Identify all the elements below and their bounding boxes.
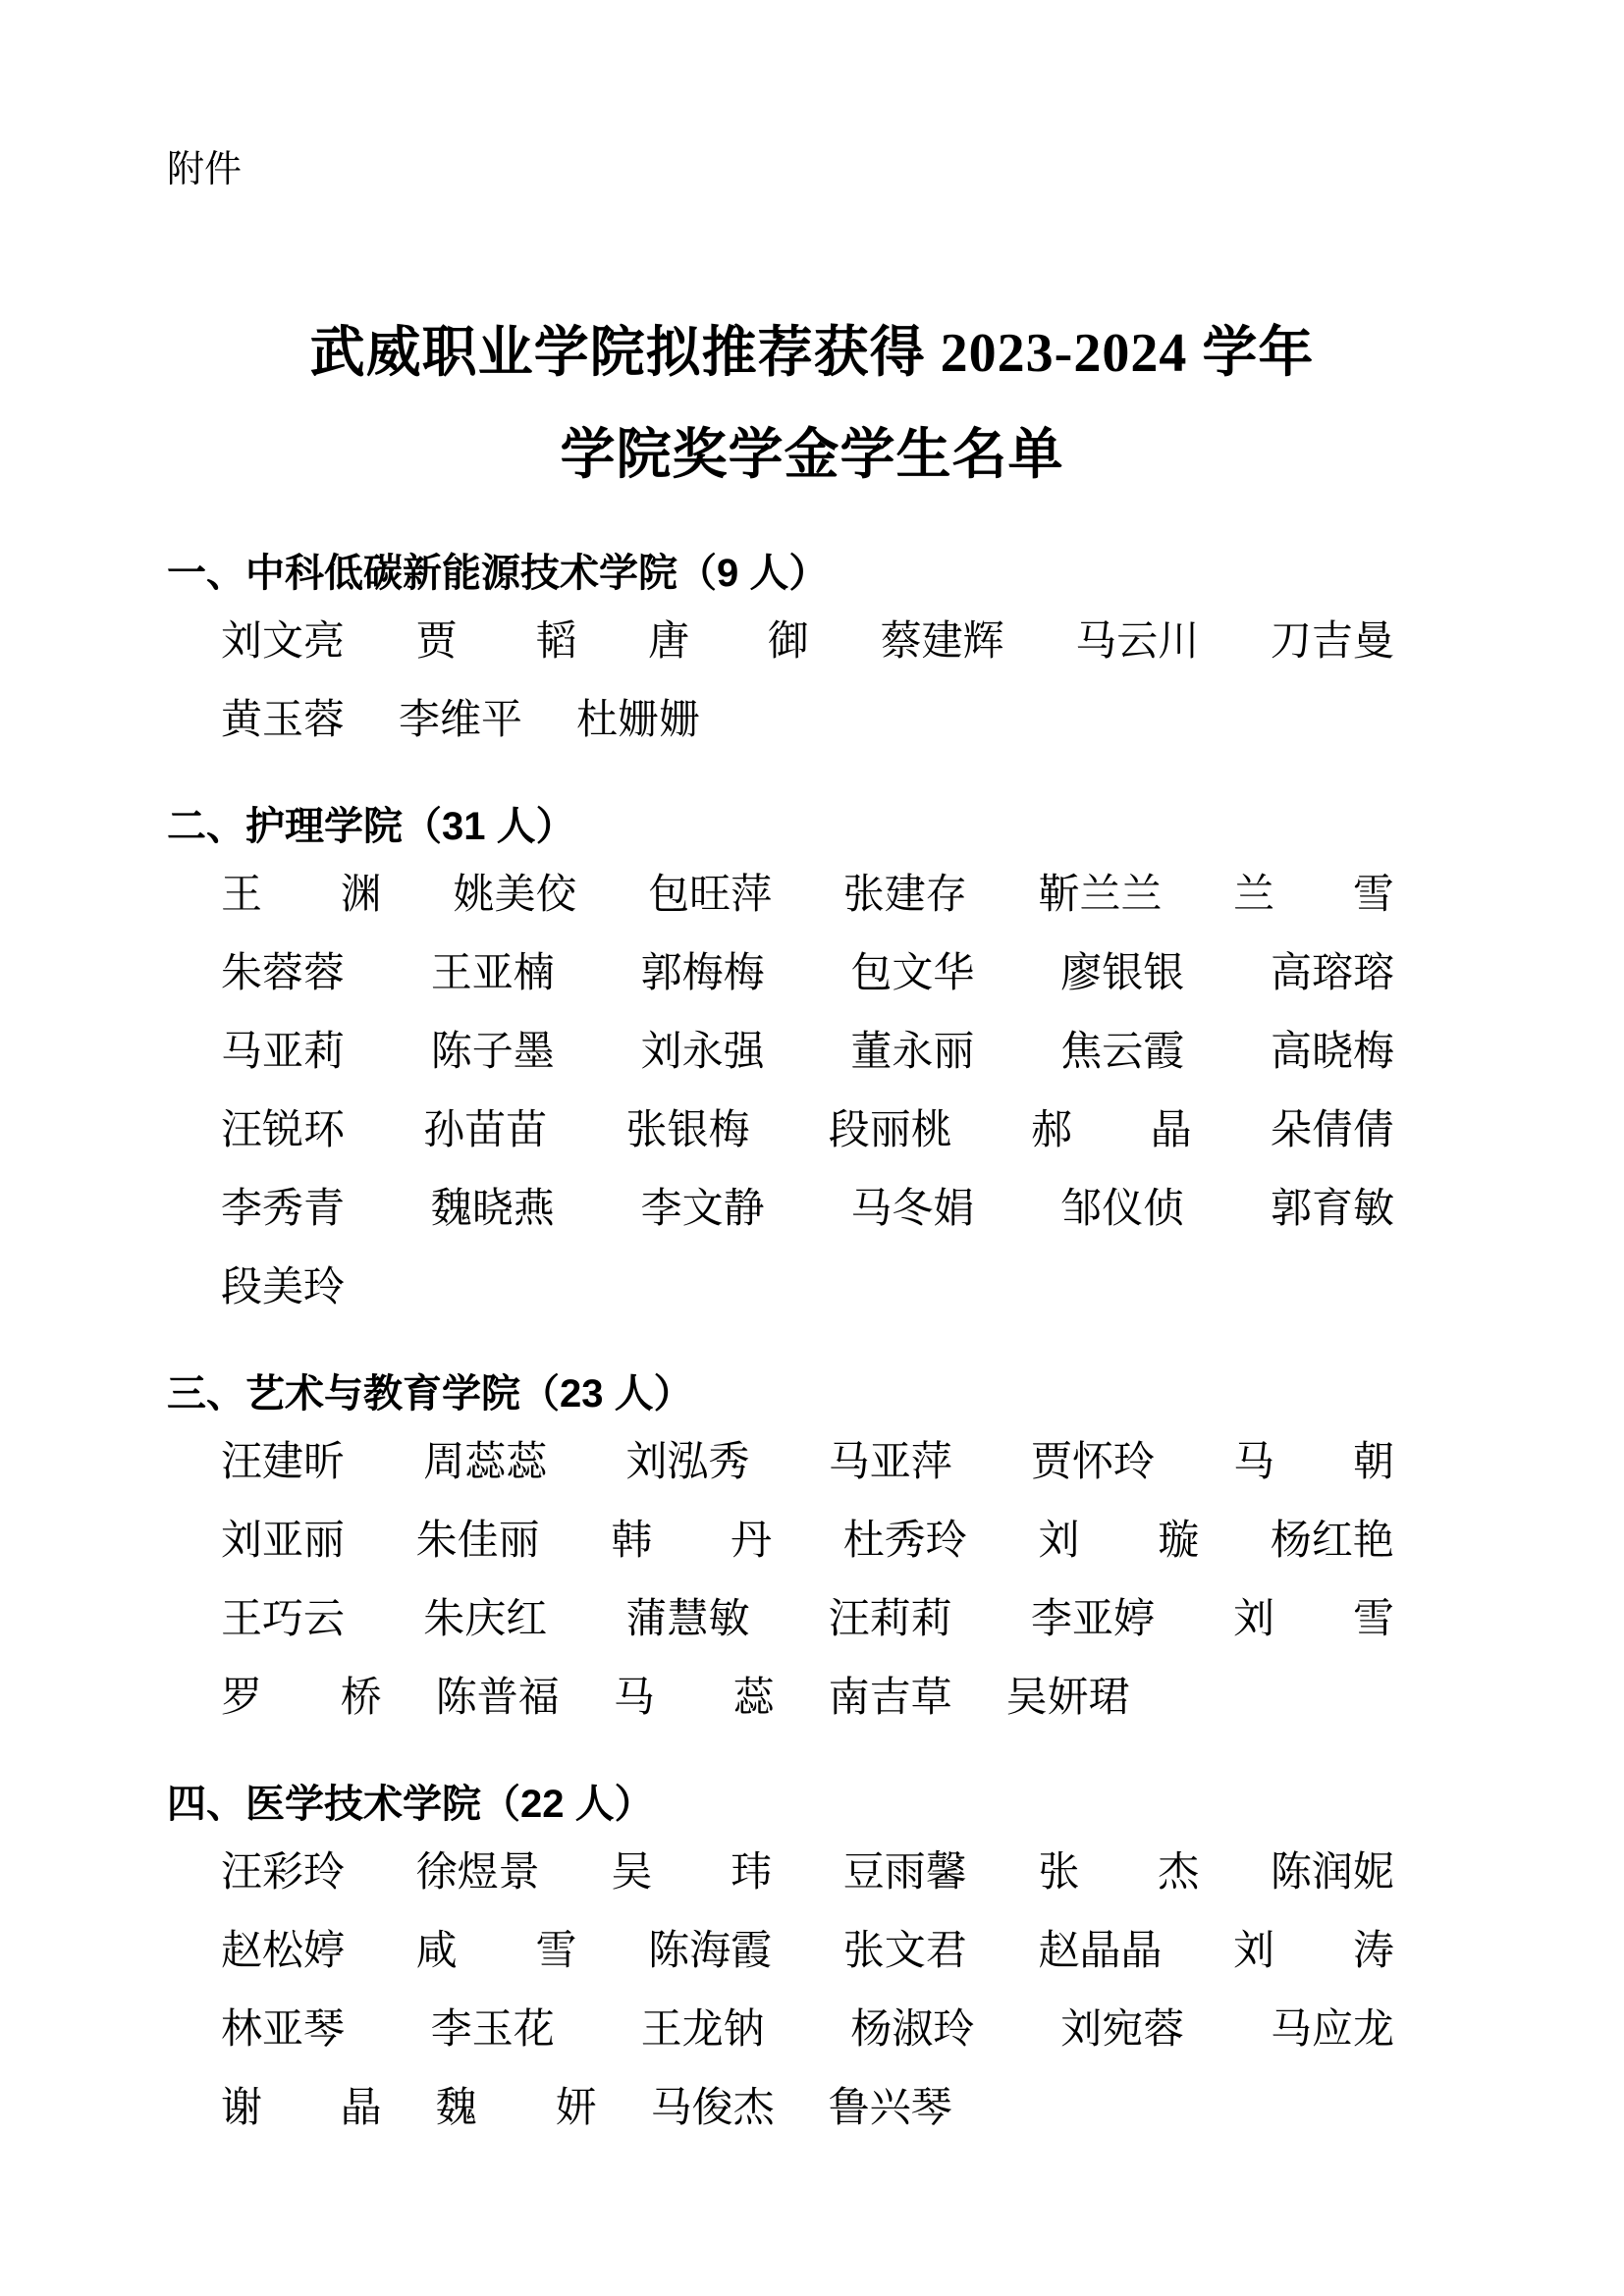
title-line-2: 学院奖学金学生名单: [560, 425, 1064, 486]
student-name: 徐煜景: [415, 1850, 540, 1896]
student-name: 杨红艳: [1270, 1519, 1394, 1564]
student-name: 李秀青: [221, 1187, 346, 1232]
student-name: 刘涛: [1233, 1929, 1394, 1974]
attachment-label: 附件: [167, 149, 243, 190]
student-name: 蔡建辉: [880, 619, 1004, 665]
student-name: 高瑢瑢: [1270, 951, 1394, 996]
student-name: 刘亚丽: [221, 1519, 346, 1564]
student-name: 董永丽: [850, 1030, 975, 1075]
student-name: 包文华: [850, 951, 975, 996]
section-heading: 四、医学技术学院（22 人）: [167, 1783, 654, 1826]
student-name: 朱佳丽: [415, 1519, 540, 1564]
student-name: 刘永强: [640, 1030, 765, 1075]
section-rows: [221, 856, 1394, 1327]
section-heading: 二、护理学院（31 人）: [167, 805, 575, 848]
student-name: 李维平: [399, 698, 523, 743]
student-name: 刘泓秀: [625, 1440, 750, 1485]
student-name: 魏妍: [435, 2086, 597, 2131]
section-rows: [221, 603, 1394, 760]
student-name: 杜姗姗: [576, 698, 701, 743]
student-name: 马亚莉: [221, 1030, 346, 1075]
name-row: [221, 1092, 1394, 1170]
student-name: 邹仪侦: [1060, 1187, 1185, 1232]
section: [167, 544, 1404, 760]
student-name: 蒲慧敏: [625, 1597, 750, 1642]
student-name: 罗桥: [221, 1676, 382, 1721]
student-name: 马蕊: [613, 1676, 775, 1721]
student-name: 魏晓燕: [430, 1187, 555, 1232]
name-row: [221, 681, 1394, 760]
student-name: 李亚婷: [1030, 1597, 1155, 1642]
student-name: 汪建昕: [221, 1440, 346, 1485]
student-name: 陈子墨: [430, 1030, 555, 1075]
student-name: 赵晶晶: [1038, 1929, 1163, 1974]
student-name: 黄玉蓉: [221, 698, 346, 743]
student-name: 段美玲: [221, 1265, 346, 1310]
sections-container: [167, 544, 1404, 2148]
student-name: 马俊杰: [650, 2086, 775, 2131]
name-row: [221, 2069, 1394, 2148]
student-name: 韩丹: [611, 1519, 773, 1564]
student-name: 杨淑玲: [850, 2007, 975, 2053]
student-name: 郭育敏: [1270, 1187, 1394, 1232]
student-name: 张银梅: [625, 1108, 750, 1153]
student-name: 刘文亮: [221, 619, 346, 665]
student-name: 高晓梅: [1270, 1030, 1394, 1075]
student-name: 马云川: [1075, 619, 1200, 665]
student-name: 刘宛蓉: [1060, 2007, 1185, 2053]
student-name: 李玉花: [430, 2007, 555, 2053]
student-name: 孙苗苗: [423, 1108, 548, 1153]
student-name: 周蕊蕊: [423, 1440, 548, 1485]
student-name: 马朝: [1233, 1440, 1394, 1485]
student-name: 朱蓉蓉: [221, 951, 346, 996]
document-title: [118, 302, 1506, 507]
name-row: [221, 1834, 1394, 1912]
student-name: 赵松婷: [221, 1929, 346, 1974]
student-name: 吴妍珺: [1005, 1676, 1130, 1721]
name-row: [221, 1249, 1394, 1327]
student-name: 段丽桃: [828, 1108, 952, 1153]
student-name: 汪彩玲: [221, 1850, 346, 1896]
student-name: 杜秀玲: [842, 1519, 967, 1564]
section: [167, 1364, 1404, 1737]
section-heading: 三、艺术与教育学院（23 人）: [167, 1372, 693, 1415]
section-rows: [221, 1834, 1394, 2148]
student-name: 贾怀玲: [1030, 1440, 1155, 1485]
name-row: [221, 934, 1394, 1013]
student-name: 焦云霞: [1060, 1030, 1185, 1075]
student-name: 王龙钠: [640, 2007, 765, 2053]
student-name: 廖银银: [1060, 951, 1185, 996]
student-name: 郝晶: [1030, 1108, 1192, 1153]
student-name: 唐御: [648, 619, 809, 665]
section: [167, 1775, 1404, 2148]
student-name: 郭梅梅: [640, 951, 765, 996]
name-row: [221, 1580, 1394, 1659]
name-row: [221, 1912, 1394, 1991]
student-name: 朵倩倩: [1270, 1108, 1394, 1153]
student-name: 吴玮: [611, 1850, 773, 1896]
student-name: 南吉草: [828, 1676, 952, 1721]
student-name: 汪莉莉: [828, 1597, 952, 1642]
name-row: [221, 1423, 1394, 1502]
student-name: 张杰: [1038, 1850, 1200, 1896]
student-name: 豆雨馨: [842, 1850, 967, 1896]
student-name: 包旺萍: [648, 873, 773, 918]
student-name: 谢晶: [221, 2086, 382, 2131]
student-name: 兰雪: [1233, 873, 1394, 918]
student-name: 马亚萍: [828, 1440, 952, 1485]
student-name: 马冬娟: [850, 1187, 975, 1232]
student-name: 马应龙: [1270, 2007, 1394, 2053]
name-row: [221, 1013, 1394, 1092]
student-name: 鲁兴琴: [828, 2086, 952, 2131]
student-name: 陈海霞: [648, 1929, 773, 1974]
student-name: 王渊: [221, 873, 382, 918]
student-name: 陈润妮: [1270, 1850, 1394, 1896]
student-name: 朱庆红: [423, 1597, 548, 1642]
student-name: 刘璇: [1038, 1519, 1200, 1564]
student-name: 张建存: [842, 873, 967, 918]
student-name: 姚美佼: [453, 873, 577, 918]
student-name: 王巧云: [221, 1597, 346, 1642]
section: [167, 797, 1404, 1327]
name-row: [221, 1502, 1394, 1580]
student-name: 刀吉曼: [1270, 619, 1394, 665]
student-name: 张文君: [842, 1929, 967, 1974]
student-name: 贾韬: [415, 619, 577, 665]
student-name: 汪锐环: [221, 1108, 346, 1153]
student-name: 林亚琴: [221, 2007, 346, 2053]
name-row: [221, 1170, 1394, 1249]
student-name: 王亚楠: [430, 951, 555, 996]
name-row: [221, 1659, 1394, 1737]
title-line-1: 武威职业学院拟推荐获得 2023-2024 学年: [309, 323, 1315, 384]
student-name: 咸雪: [415, 1929, 577, 1974]
name-row: [221, 1991, 1394, 2069]
student-name: 靳兰兰: [1038, 873, 1163, 918]
name-row: [221, 856, 1394, 934]
student-name: 李文静: [640, 1187, 765, 1232]
student-name: 刘雪: [1233, 1597, 1394, 1642]
name-row: [221, 603, 1394, 681]
section-heading: 一、中科低碳新能源技术学院（9 人）: [167, 552, 829, 595]
student-name: 陈普福: [435, 1676, 560, 1721]
section-rows: [221, 1423, 1394, 1737]
